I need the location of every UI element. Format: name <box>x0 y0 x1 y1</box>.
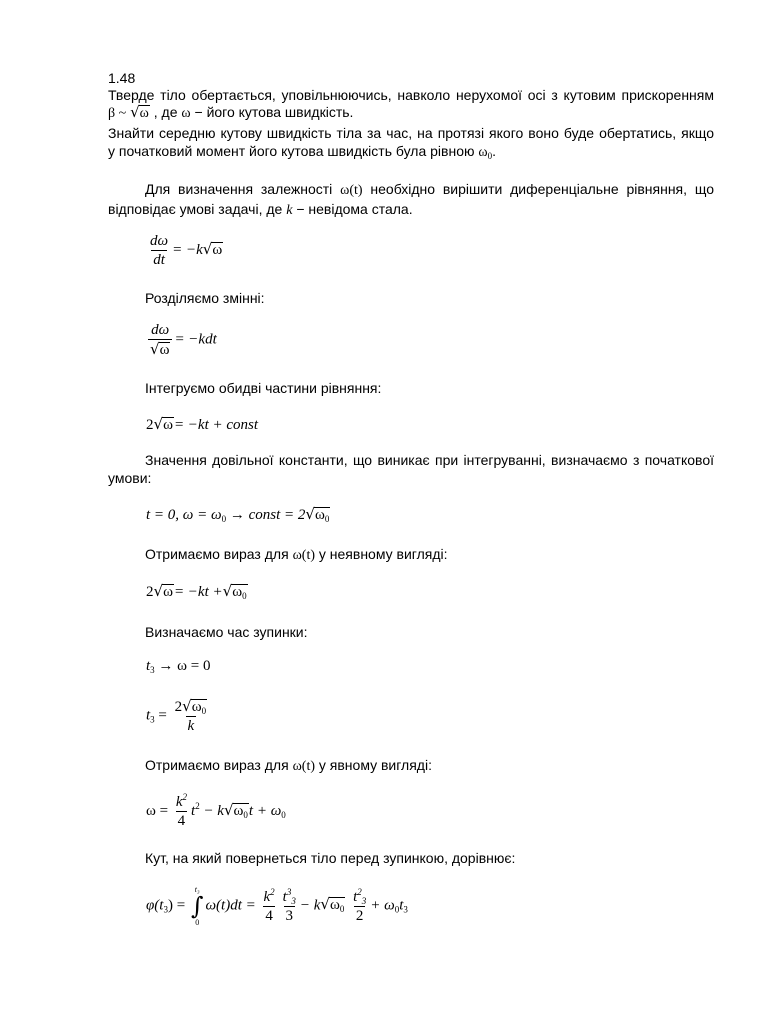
equation-6 <box>146 658 211 675</box>
sqrt-sign: √ <box>182 697 192 715</box>
eq9-tail-sub: 0 <box>394 904 400 915</box>
eq7-fraction <box>173 698 209 734</box>
eq8-num: k <box>175 794 183 810</box>
omega-t: ω(t) <box>340 183 363 198</box>
eq7-num-sub: 0 <box>201 706 207 716</box>
implicit-text-a: Отримаємо вираз для <box>145 546 289 562</box>
eq9-equals: ) = <box>167 897 186 914</box>
eq8-radicand-sub: 0 <box>243 809 248 820</box>
eq2-fraction <box>148 322 172 358</box>
equation-8 <box>146 794 286 829</box>
eq9-radicand-sub: 0 <box>339 904 345 915</box>
intro2-text-a: відповідає умові задачі, де <box>108 201 283 217</box>
text-de: , де <box>153 104 178 120</box>
f3-num: t <box>353 888 358 905</box>
eq4-radicand: ω <box>314 507 325 523</box>
eq4-part-c: → const = 2 <box>229 507 306 523</box>
eq5-rhs: = −kt + <box>173 584 223 600</box>
sqrt-sign: √ <box>202 239 213 258</box>
integral-upper-limit: t₃ <box>194 885 200 894</box>
eq8-radicand: ω <box>233 802 244 819</box>
integral-lower-limit: 0 <box>195 918 200 927</box>
beta-symbol: β ~ <box>108 106 127 121</box>
sqrt-sign: √ <box>130 103 140 121</box>
step-stop: Визначаємо час зупинки: <box>145 624 308 640</box>
eq8-den: 4 <box>177 813 186 829</box>
f3-num-sup: 2 <box>357 886 362 897</box>
equation-2 <box>146 322 217 358</box>
eq9-fraction-3 <box>351 886 368 924</box>
step-implicit <box>145 546 714 564</box>
omega-symbol: ω <box>181 106 191 121</box>
eq8-fraction <box>174 794 189 829</box>
equation-1 <box>146 233 223 268</box>
intro2-text-c: − невідома стала. <box>296 201 413 217</box>
eq7-num-radicand: ω <box>191 699 202 715</box>
eq9-radicand: ω <box>329 897 340 914</box>
explicit-text-a: Отримаємо вираз для <box>145 757 289 773</box>
eq1-fraction <box>148 233 170 268</box>
omega-t: ω(t) <box>292 759 315 774</box>
step-angle: Кут, на який повернеться тіло перед зупинкою, дорівнює: <box>145 850 516 866</box>
text-angular-speed: − його кутова швидкість. <box>194 104 354 120</box>
eq8-t: t <box>191 802 196 819</box>
step-explicit <box>145 757 714 775</box>
eq9-tail: + ω <box>370 897 395 914</box>
equation-4 <box>146 505 330 524</box>
f1-num: k <box>263 888 271 905</box>
sqrt-sign: √ <box>305 505 315 523</box>
f1-num-sup: 2 <box>270 886 275 897</box>
eq8-lhs: ω = <box>146 802 169 819</box>
eq9-tail-t: t <box>399 897 404 914</box>
omega0-symbol <box>478 145 492 160</box>
step-integrate: Інтегруємо обидві частини рівняння: <box>145 380 382 396</box>
eq3-rhs: = −kt + const <box>173 417 259 433</box>
eq5-radicand: ω <box>163 584 173 600</box>
explicit-text-c: у явному вигляді: <box>318 757 432 773</box>
k-symbol: k <box>286 203 293 218</box>
eq1-radicand: ω <box>212 241 223 258</box>
omega-sub: 0 <box>487 151 493 161</box>
equation-9 <box>146 885 408 927</box>
integral-symbol: ∫ <box>190 892 204 920</box>
integral-sign <box>191 885 204 927</box>
eq1-denominator: dt <box>153 252 165 268</box>
f3-den: 2 <box>355 907 364 924</box>
eq8-minus-k: − k <box>203 802 224 819</box>
eq2-rhs: = −kdt <box>174 331 217 348</box>
eq2-denominator: ω <box>159 342 170 358</box>
eq9-phi-sub: 3 <box>163 904 168 915</box>
solution-intro-2 <box>108 201 714 219</box>
problem-line-3: Знайти середню кутову швидкість тіла за час, на протязі якого воно буде обертатись, якщо <box>108 125 714 141</box>
f2-den: 3 <box>285 907 293 924</box>
eq9-integrand: ω(t)dt = <box>205 897 256 914</box>
eq9-fraction-1 <box>262 886 277 924</box>
omega-t: ω(t) <box>292 548 315 563</box>
eq8-t-sup: 2 <box>195 800 200 811</box>
eq5-radicand-2: ω <box>232 584 243 600</box>
equation-3 <box>146 415 258 434</box>
sqrt-sign: √ <box>150 340 160 358</box>
step-separate: Розділяємо змінні: <box>145 290 265 306</box>
period: . <box>492 143 496 159</box>
sqrt-sign: √ <box>153 582 164 600</box>
eq3-radicand: ω <box>163 417 173 433</box>
eq2-numerator: dω <box>151 322 170 338</box>
eq8-tail: t + ω <box>248 802 282 819</box>
intro-text-a: Для визначення залежності <box>145 181 333 197</box>
eq6-rhs: → ω = 0 <box>158 658 211 674</box>
problem-line-2 <box>108 104 714 122</box>
problem-line-4 <box>108 143 714 161</box>
problem-line-1: Тверде тіло обертається, уповільнюючись, навколо нерухомої осі з кутовим прискоренням <box>108 87 714 103</box>
eq7-num-coef: 2 <box>174 699 183 715</box>
eq1-numerator: dω <box>150 233 169 249</box>
problem-number: 1.48 <box>108 70 136 86</box>
eq6-sub: 3 <box>150 665 155 675</box>
sqrt-sign: √ <box>153 415 164 433</box>
eq8-tail-sub: 0 <box>281 809 286 820</box>
implicit-text-c: у неявному вигляді: <box>318 546 448 562</box>
sqrt-sign: √ <box>222 582 233 600</box>
eq4-part-a: t = 0, ω = ω <box>146 507 222 523</box>
sqrt-sign: √ <box>320 895 330 914</box>
equation-7 <box>146 698 211 734</box>
step-const-1: Значення довільної константи, що виникає при інтегруванні, визначаємо з початкової <box>145 452 714 468</box>
eq4-sub-b: 0 <box>221 514 227 524</box>
eq5-sub: 0 <box>242 591 247 601</box>
eq9-minus-k: − k <box>299 897 321 914</box>
f2-num-sup: 3 <box>286 886 292 897</box>
eq7-sub: 3 <box>150 714 155 725</box>
omega-radicand: ω <box>139 106 149 121</box>
eq7-t: t <box>146 707 151 724</box>
f1-den: 4 <box>265 907 273 924</box>
equation-5 <box>146 582 248 601</box>
eq6-t: t <box>146 658 151 674</box>
intro-text-c: необхідно вирішити диференціальне рівняння, що <box>370 181 714 197</box>
sqrt-sign: √ <box>223 800 234 819</box>
f2-num-sub: 3 <box>291 895 296 906</box>
eq7-denominator: k <box>187 718 195 734</box>
step-const-2: умови: <box>108 470 152 486</box>
eq8-num-sup: 2 <box>182 792 188 802</box>
text-initial: у початковий момент його кутова швидкість була рівною <box>108 143 475 159</box>
eq1-rhs: = −k <box>172 241 203 258</box>
eq9-fraction-2 <box>281 886 298 924</box>
eq9-phi: φ(t <box>146 897 164 914</box>
f2-num: t <box>282 888 287 905</box>
f3-num-sub: 3 <box>361 895 367 906</box>
eq9-tail-t-sub: 3 <box>403 904 408 915</box>
eq5-coef: 2 <box>146 584 154 600</box>
eq4-radicand-sub: 0 <box>324 514 330 524</box>
eq3-coef: 2 <box>146 417 154 433</box>
solution-intro-1 <box>145 181 714 199</box>
eq7-equals: = <box>158 707 167 724</box>
omega-letter: ω <box>478 145 488 160</box>
